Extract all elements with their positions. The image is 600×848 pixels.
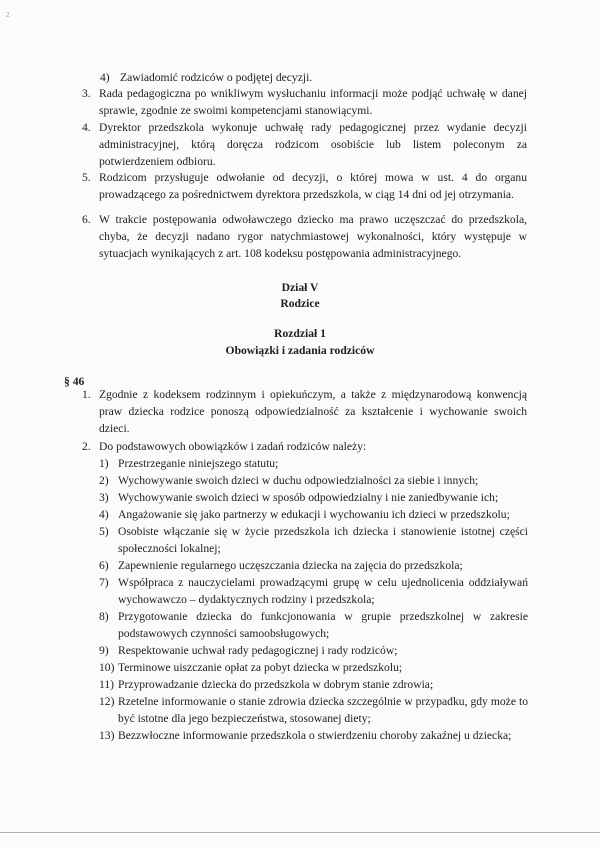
item-number: 9) — [99, 644, 109, 657]
item-number: 3. — [82, 87, 91, 100]
item-number: 1) — [99, 457, 109, 470]
item-text: Respektowanie uchwał rady pedagogicznej i rady rodziców; — [118, 644, 398, 657]
item-number: 11) — [99, 678, 115, 691]
item-text: Terminowe uiszczanie opłat za pobyt dziecka w przedszkolu; — [118, 661, 403, 674]
duty-item — [0, 677, 600, 694]
duty-item — [0, 660, 600, 677]
page-marker: 2 — [6, 11, 10, 19]
item-number: 12) — [99, 695, 115, 708]
item-text: Przyprowadzanie dziecka do przedszkola w dobrym stanie zdrowia; — [118, 678, 434, 691]
item-text: Bezzwłoczne informowanie przedszkola o stwierdzeniu choroby zakaźnej u dziecka; — [118, 729, 512, 742]
item-number: 4) — [100, 71, 110, 84]
item-text: Rzetelne informowanie o stanie zdrowia dziecka szczególnie w przypadku, gdy może to być istotne dla jego bezpieczeństwa, stosowanej diety; — [118, 695, 528, 725]
section-title: Dział V — [281, 281, 319, 294]
item-number: 6. — [82, 213, 91, 226]
top-item — [0, 70, 600, 87]
item-number: 4) — [99, 508, 109, 521]
item-text: Zgodnie z kodeksem rodzinnym i opiekuńczym, a także z międzynarodową konwencją praw dziecka rodzice ponoszą odpowiedzialność za kształcenie i wychowanie swoich dzieci. — [99, 388, 527, 435]
item-text: Dyrektor przedszkola wykonuje uchwałę rady pedagogicznej przez wydanie decyzji administracyjnej, którą doręcza rodzicom osobiście lub listem poleconym za potwierdzeniem odbioru. — [99, 121, 527, 168]
item-text: Zapewnienie regularnego uczęszczania dziecka na zajęcia do przedszkola; — [118, 559, 463, 572]
item-number: 1. — [82, 388, 91, 401]
top-item — [0, 212, 600, 263]
item-number: 2) — [99, 474, 109, 487]
para-item — [0, 387, 600, 438]
duty-item — [0, 558, 600, 575]
item-text: Zawiadomić rodziców o podjętej decyzji. — [120, 71, 313, 84]
duty-item — [0, 490, 600, 507]
paragraph-mark: § 46 — [64, 375, 85, 388]
duty-item — [0, 507, 600, 524]
item-text: Przygotowanie dziecka do funkcjonowania w grupie przedszkolnej w zakresie podstawowych czynności samoobsługowych; — [118, 610, 528, 640]
duty-item — [0, 728, 600, 762]
duty-item — [0, 456, 600, 473]
item-number: 6) — [99, 559, 109, 572]
duty-item — [0, 473, 600, 490]
item-number: 5. — [82, 171, 91, 184]
item-number: 2. — [82, 440, 91, 453]
item-text: Angażowanie się jako partnerzy w edukacji i wychowaniu ich dzieci w przedszkolu; — [118, 508, 510, 521]
item-number: 5) — [99, 525, 109, 538]
chapter-title: Rozdział 1 — [274, 327, 326, 340]
item-text: Przestrzeganie niniejszego statutu; — [118, 457, 279, 470]
duty-item — [0, 609, 600, 643]
item-text: Rada pedagogiczna po wnikliwym wysłuchaniu informacji może podjąć uchwałę w danej sprawie, zgodnie ze swoimi kompetencjami stanowiącymi. — [99, 87, 527, 117]
item-text: Do podstawowych obowiązków i zadań rodziców należy: — [99, 440, 367, 453]
item-number: 8) — [99, 610, 109, 623]
item-text: Osobiste włączanie się w życie przedszkola ich dziecka i stanowienie istotnej części społeczności lokalnej; — [118, 525, 528, 555]
page-bottom-edge — [0, 832, 600, 833]
item-number: 10) — [99, 661, 115, 674]
chapter-subtitle: Obowiązki i zadania rodziców — [225, 344, 375, 357]
item-text: Wychowywanie swoich dzieci w sposób odpowiedzialny i nie zaniedbywanie ich; — [118, 491, 499, 504]
para-item — [0, 439, 600, 456]
item-number: 4. — [82, 121, 91, 134]
item-number: 7) — [99, 576, 109, 589]
item-number: 13) — [99, 729, 115, 742]
section-subtitle: Rodzice — [280, 297, 320, 310]
duty-item — [0, 575, 600, 609]
duty-item — [0, 694, 600, 728]
item-number: 3) — [99, 491, 109, 504]
item-text: Współpraca z nauczycielami prowadzącymi grupę w celu ujednolicenia oddziaływań wychowawczo – dydaktycznych rodziny i przedszkola; — [118, 576, 528, 606]
item-text: Rodzicom przysługuje odwołanie od decyzji, o której mowa w ust. 4 do organu prowadzącego za pośrednictwem dyrektora przedszkola, w ciąg 14 dni od jej otrzymania. — [99, 171, 527, 201]
duty-item — [0, 524, 600, 558]
duty-item — [0, 643, 600, 660]
top-item — [0, 120, 600, 171]
item-text: Wychowywanie swoich dzieci w duchu odpowiedzialności za siebie i innych; — [118, 474, 479, 487]
top-item — [0, 86, 600, 120]
item-text: W trakcie postępowania odwoławczego dziecko ma prawo uczęszczać do przedszkola, chyba, że decyzji nadano rygor natychmiastowej wykonalności, który występuje w sytuacjach wynikających z art. 108 kodeksu postępowania administracyjnego. — [99, 213, 527, 260]
